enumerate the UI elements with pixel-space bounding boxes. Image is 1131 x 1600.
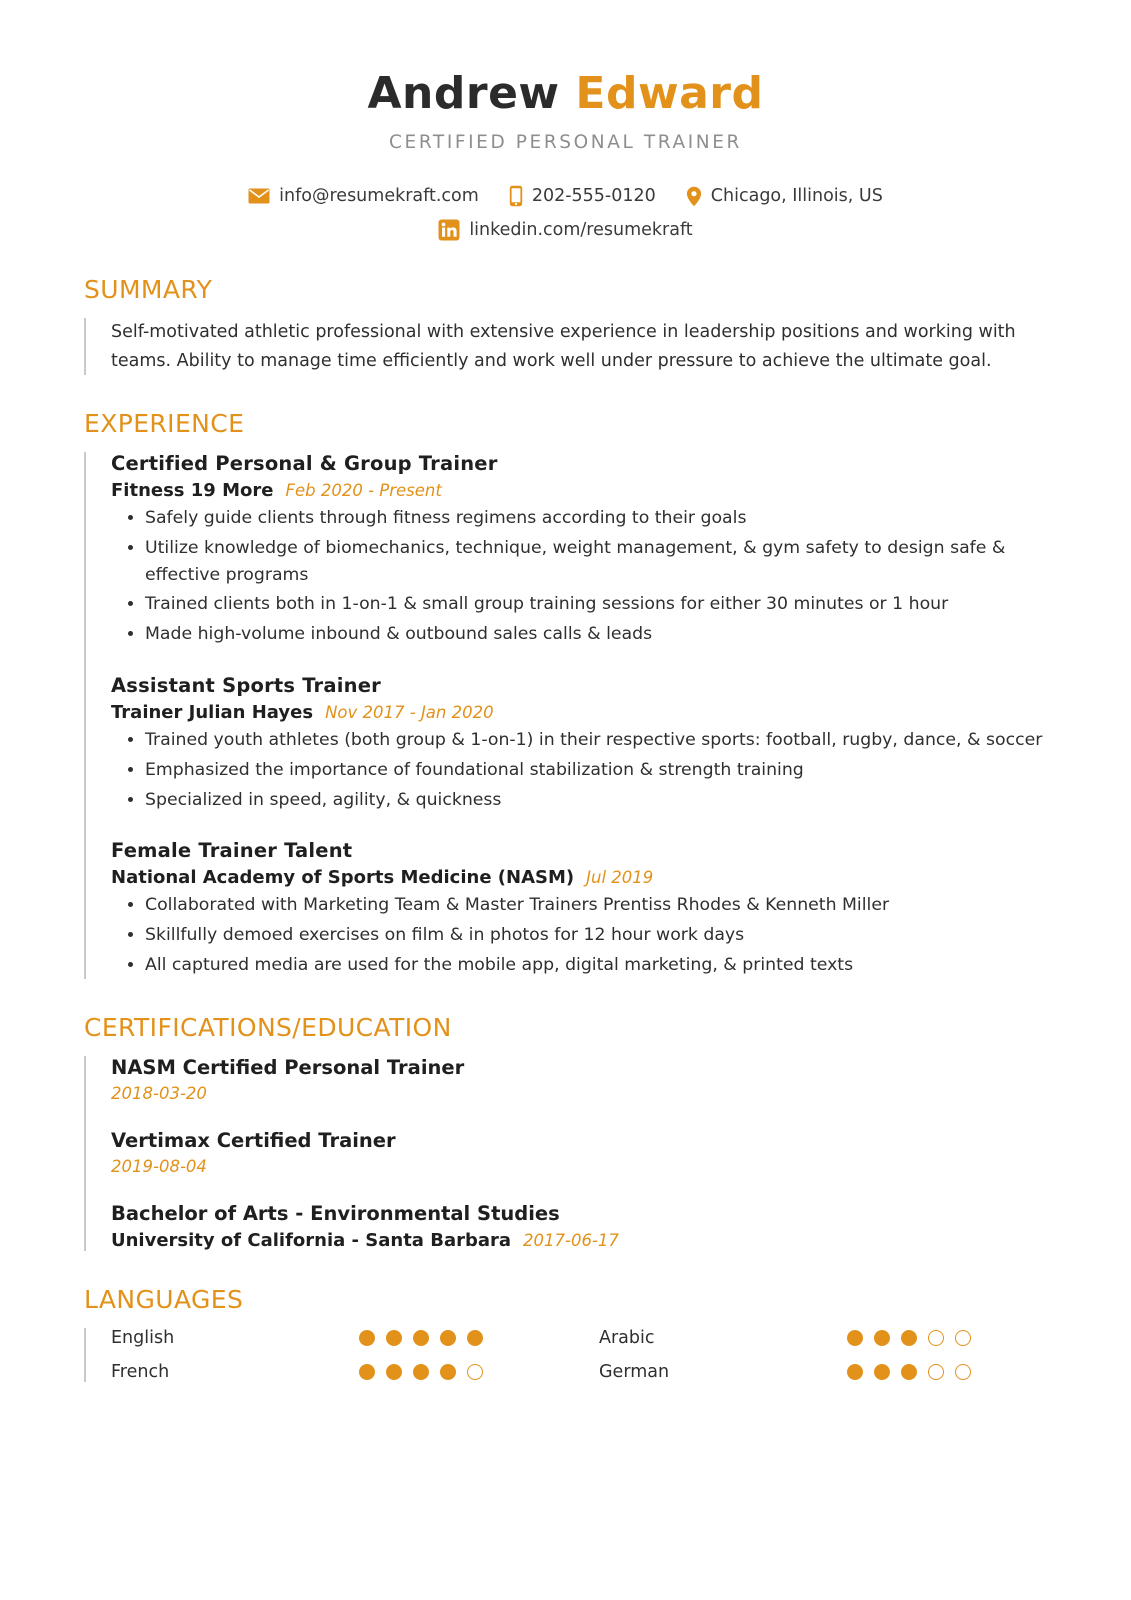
rating-dot-filled [440,1330,456,1346]
rating-dot-filled [874,1330,890,1346]
rating-dot-filled [440,1364,456,1380]
language-item [111,1328,559,1348]
education-item [111,1202,1047,1251]
languages-body [84,1328,1047,1382]
education-sub [111,1084,1047,1103]
rating-dot-filled [359,1364,375,1380]
rating-dot-filled [359,1330,375,1346]
education-item [111,1056,1047,1103]
job-title: CERTIFIED PERSONAL TRAINER [389,132,742,154]
email-icon [248,188,270,204]
job-bullet: • Emphasized the importance of foundational stabilization & strength training [145,757,1047,784]
job-role: Assistant Sports Trainer [111,674,381,698]
contact-email[interactable] [248,186,479,206]
job-bullet: • Safely guide clients through fitness regimens according to their goals [145,505,1047,532]
language-item [599,1362,1047,1382]
contact-linkedin-text: linkedin.com/resumekraft [469,220,693,241]
contact-row [84,185,1047,207]
job-bullet: • Collaborated with Marketing Team & Master Trainers Prentiss Rhodes & Kenneth Miller [145,892,1047,919]
job-company: National Academy of Sports Medicine (NASM) [111,867,575,889]
job-meta [111,702,1047,723]
rating-dot-filled [874,1364,890,1380]
contact-email-text: info@resumekraft.com [279,186,479,207]
language-level-dots [359,1330,483,1346]
phone-icon [509,185,523,207]
language-level-dots [359,1364,483,1380]
education-title: NASM Certified Personal Trainer [111,1055,465,1079]
education-date: 2019-08-04 [111,1156,207,1176]
job-role: Certified Personal & Group Trainer [111,452,498,476]
section-summary [84,275,1047,375]
job-company: Fitness 19 More [111,480,274,502]
contact-location [686,186,883,207]
education-title: Vertimax Certified Trainer [111,1128,396,1152]
language-name: Arabic [599,1327,655,1348]
languages-grid [111,1328,1047,1382]
language-name: French [111,1361,170,1382]
language-name: English [111,1327,175,1348]
education-title: Bachelor of Arts - Environmental Studies [111,1201,560,1225]
summary-text: Self-motivated athletic professional with extensive experience in leadership positions and working with teams. Ability to manage time efficiently and work well under pressure to achieve the ultimate goal. [111,322,1016,371]
language-level-dots [847,1330,971,1346]
job-bullet: • Made high-volume inbound & outbound sales calls & leads [145,621,1047,648]
education-date: 2018-03-20 [111,1083,207,1103]
rating-dot-filled [847,1364,863,1380]
rating-dot-filled [413,1330,429,1346]
job-role: Female Trainer Talent [111,839,353,863]
job-meta [111,867,1047,888]
job-dates: Nov 2017 - Jan 2020 [325,703,494,723]
rating-dot-empty [928,1330,944,1346]
language-item [111,1362,559,1382]
experience-item [111,839,1047,978]
contact-location-text: Chicago, Illinois, US [710,186,883,207]
rating-dot-filled [386,1330,402,1346]
section-experience [84,409,1047,979]
education-date: 2017-06-17 [523,1230,619,1250]
section-education [84,1013,1047,1251]
job-bullet: • Trained clients both in 1-on-1 & small group training sessions for either 30 minutes or 1 hour [145,591,1047,618]
job-bullet: • Trained youth athletes (both group & 1-on-1) in their respective sports: football, rugby, dance, & soccer [145,727,1047,754]
job-dates: Feb 2020 - Present [285,481,442,501]
page-title [84,70,1047,118]
experience-item [111,452,1047,648]
rating-dot-filled [413,1364,429,1380]
rating-dot-filled [901,1364,917,1380]
first-name: Andrew [367,68,560,119]
section-languages [84,1285,1047,1382]
section-title-summary: SUMMARY [84,275,213,305]
summary-body [84,318,1047,375]
contact-phone-text: 202-555-0120 [531,186,656,207]
rating-dot-empty [955,1364,971,1380]
linkedin-icon [438,219,460,241]
section-title-education: CERTIFICATIONS/EDUCATION [84,1012,452,1042]
rating-dot-empty [955,1330,971,1346]
contact-phone[interactable] [509,185,656,207]
section-title-languages: LANGUAGES [84,1284,244,1314]
experience-item [111,674,1047,813]
job-bullets [111,892,1047,978]
job-meta [111,480,1047,501]
rating-dot-empty [928,1364,944,1380]
education-sub [111,1157,1047,1176]
job-company: Trainer Julian Hayes [111,702,314,724]
contact-linkedin[interactable] [438,219,692,241]
language-name: German [599,1361,670,1382]
education-school: University of California - Santa Barbara [111,1229,512,1251]
last-name: Edward [575,68,764,119]
section-title-experience: EXPERIENCE [84,409,245,439]
rating-dot-filled [847,1330,863,1346]
experience-body [84,452,1047,979]
education-sub [111,1230,1047,1251]
rating-dot-filled [386,1364,402,1380]
job-bullet: • Specialized in speed, agility, & quickness [145,787,1047,814]
rating-dot-empty [467,1364,483,1380]
language-item [599,1328,1047,1348]
job-bullet: • Utilize knowledge of biomechanics, technique, weight management, & gym safety to design safe & effective programs [145,535,1047,589]
job-bullets [111,505,1047,648]
rating-dot-filled [467,1330,483,1346]
location-pin-icon [686,186,702,207]
language-level-dots [847,1364,971,1380]
job-bullet: • Skillfully demoed exercises on film & in photos for 12 hour work days [145,922,1047,949]
education-item [111,1129,1047,1176]
rating-dot-filled [901,1330,917,1346]
contact-row-secondary [84,219,1047,241]
resume-header [84,70,1047,241]
job-bullet: • All captured media are used for the mobile app, digital marketing, & printed texts [145,952,1047,979]
job-bullets [111,727,1047,813]
job-dates: Jul 2019 [586,868,654,888]
education-body [84,1056,1047,1251]
